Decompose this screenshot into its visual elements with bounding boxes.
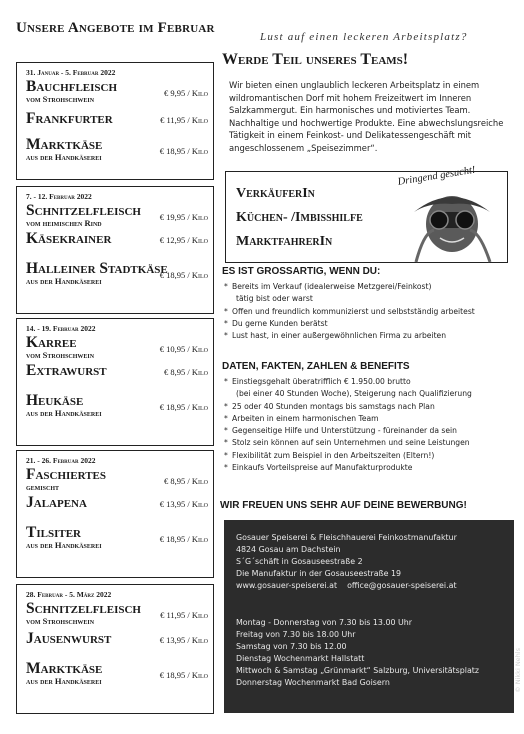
benefits-list (224, 376, 509, 474)
offer-item-origin: vom Strohschwein (26, 616, 95, 626)
hours-line: Donnerstag Wochenmarkt Bad Goisern (236, 678, 390, 687)
offer-item (26, 111, 208, 126)
offer-item-name: Karree (26, 334, 77, 351)
offer-item (26, 393, 208, 418)
offer-item (26, 137, 208, 162)
job-title: VerkäuferIn (236, 186, 315, 201)
offer-item-price: € 11,95 / Kilo (160, 115, 208, 125)
contact-panel (224, 520, 522, 713)
offers-title: Unsere Angebote im Februar (16, 20, 215, 36)
offer-item-price: € 18,95 / Kilo (159, 270, 208, 280)
list-item: * Einstiegsgehalt überatrifflich € 1.950.00 brutto (224, 376, 509, 388)
offer-week-dates: 7. - 12. Februar 2022 (26, 192, 92, 201)
offer-week-dates: 28. Februar - 5. März 2022 (26, 590, 112, 599)
offer-item-name: Schnitzelfleisch (26, 600, 141, 617)
offer-item-origin: aus der Handkäserei (26, 152, 102, 162)
offer-item-name: Jausenwurst (26, 630, 112, 647)
hours-line: Samstag von 7.30 bis 12.00 (236, 642, 347, 651)
job-title: MarktfahrerIn (236, 234, 333, 249)
benefits-heading: DATEN, FAKTEN, ZAHLEN & BENEFITS (222, 361, 410, 372)
offer-week-dates: 31. Januar - 5. Februar 2022 (26, 68, 116, 77)
offer-item (26, 525, 208, 550)
list-item: * Arbeiten in einem harmonischen Team (224, 413, 509, 425)
offer-item-price: € 12,95 / Kilo (159, 235, 208, 245)
offer-item (26, 631, 208, 646)
offer-item-name: Halleiner Stadtkäse (26, 260, 168, 277)
job-title: Küchen- /Imbisshilfe (236, 210, 363, 225)
team-intro: Wir bieten einen unglaublich leckeren Arbeitsplatz in einem wildromantischen Dorf mit hohem Freizeitwert im Inneren Salzkammergut. Ein harmonisches und motiviertes Team. Nachhaltige und hochwertige Produkte. Eine abwechslungsreiche Tätigkeit in einem Feinkost- und Delikatessengeschäft mit angeschlossenem „Speisezimmer“. (229, 80, 504, 153)
offer-item-origin: vom Strohschwein (26, 94, 95, 104)
list-item: * Bereits im Verkauf (idealerweise Metzgerei/Feinkost) (224, 281, 509, 293)
offer-item (26, 261, 208, 286)
list-item: tätig bist oder warst (236, 294, 313, 304)
list-item: (bei einer 40 Stunden Woche), Steigerung nach Qualifizierung (236, 389, 472, 399)
contact-line: Die Manufaktur in der Gosauseestraße 19 (236, 569, 401, 578)
contact-line: www.gosauer-speiserei.at office@gosauer-speiserei.at (236, 581, 457, 590)
offer-item-price: € 8,95 / Kilo (164, 476, 208, 486)
photo-credit: © Nikki Nehls (514, 648, 522, 693)
hours-line: Montag - Donnerstag von 7.30 bis 13.00 Uhr (236, 618, 413, 627)
offer-item (26, 467, 208, 492)
offer-item-origin: aus der Handkäserei (26, 676, 102, 686)
list-item: * Offen und freundlich kommunizierst und selbstständig arbeitest (224, 306, 509, 318)
offer-item-price: € 11,95 / Kilo (160, 610, 208, 620)
script-tagline: Lust auf einen leckeren Arbeitsplatz? (260, 31, 468, 43)
offer-item-origin: aus der Handkäserei (26, 540, 102, 550)
list-item: * Lust hast, in einer außergewöhnlichen Firma zu arbeiten (224, 330, 509, 342)
offer-item-price: € 18,95 / Kilo (159, 402, 208, 412)
offer-item-price: € 18,95 / Kilo (159, 146, 208, 156)
list-item: * Du gerne Kunden berätst (224, 318, 509, 330)
offer-item-price: € 18,95 / Kilo (159, 670, 208, 680)
offer-item-name: Schnitzelfleisch (26, 202, 141, 219)
hours-line: Dienstag Wochenmarkt Hallstatt (236, 654, 365, 663)
closing-line: WIR FREUEN UNS SEHR AUF DEINE BEWERBUNG! (220, 500, 467, 511)
offer-item-name: Marktkäse (26, 660, 103, 677)
job-list (236, 182, 363, 254)
offer-item-price: € 10,95 / Kilo (159, 344, 208, 354)
offer-item (26, 363, 208, 378)
opening-hours (236, 617, 479, 689)
offer-item-name: Käsekrainer (26, 230, 112, 247)
list-item: * Stolz sein können auf sein Unternehmen und seine Leistungen (224, 437, 509, 449)
contact-line: Gosauer Speiserei & Fleischhauerei Feinkostmanufaktur (236, 533, 457, 542)
hours-line: Freitag von 7.30 bis 18.00 Uhr (236, 630, 356, 639)
offer-item-name: Faschiertes (26, 466, 106, 483)
offer-item-origin: vom heimischen Rind (26, 218, 102, 228)
offer-week-block (16, 186, 214, 314)
offer-item-price: € 9,95 / Kilo (164, 88, 208, 98)
offer-item-name: Jalapena (26, 494, 87, 511)
offer-item-name: Tilsiter (26, 524, 81, 541)
offer-week-block (16, 584, 214, 714)
hours-line: Mittwoch & Samstag „Grünmarkt“ Salzburg, Universitätsplatz (236, 666, 480, 675)
offer-item-price: € 18,95 / Kilo (159, 534, 208, 544)
contact-line: 4824 Gosau am Dachstein (236, 545, 341, 554)
requirements-list (224, 281, 509, 342)
offer-item-origin: vom Strohschwein (26, 350, 95, 360)
job-box (225, 164, 508, 263)
offer-item-price: € 13,95 / Kilo (159, 635, 208, 645)
team-title: Werde Teil unseres Teams! (222, 51, 409, 68)
offer-item (26, 495, 208, 510)
offer-item (26, 661, 208, 686)
offer-week-block (16, 318, 214, 446)
contact-line: S´G´schäft in Gosauseestraße 2 (236, 557, 363, 566)
offer-item-name: Bauchfleisch (26, 78, 118, 95)
offer-item-price: € 19,95 / Kilo (159, 212, 208, 222)
list-item: * Gegenseitige Hilfe und Unterstützung - füreinander da sein (224, 425, 509, 437)
offer-item-name: Frankfurter (26, 110, 113, 127)
offer-item-price: € 13,95 / Kilo (159, 499, 208, 509)
offer-item (26, 601, 208, 626)
offer-item (26, 231, 208, 246)
contact-address (236, 532, 457, 592)
offer-item (26, 203, 208, 228)
offer-item-price: € 8,95 / Kilo (164, 367, 208, 377)
offer-week-dates: 14. - 19. Februar 2022 (26, 324, 96, 333)
requirements-heading: ES IST GROSSARTIG, WENN DU: (222, 266, 381, 277)
offer-week-block (16, 450, 214, 578)
offer-week-block (16, 62, 214, 180)
list-item: * Einkaufs Vorteilspreise auf Manufakturprodukte (224, 462, 509, 474)
offer-week-dates: 21. - 26. Februar 2022 (26, 456, 96, 465)
offer-item-name: Extrawurst (26, 362, 107, 379)
offer-item (26, 79, 208, 104)
offer-item-origin: aus der Handkäserei (26, 408, 102, 418)
offer-item-origin: aus der Handkäserei (26, 276, 102, 286)
offer-item-origin: gemischt (26, 482, 60, 492)
offer-item-name: Marktkäse (26, 136, 103, 153)
offer-item-name: Heukäse (26, 392, 84, 409)
urgent-tag: Dringend gesucht! (397, 164, 477, 188)
offer-item (26, 335, 208, 360)
list-item: * 25 oder 40 Stunden montags bis samstags nach Plan (224, 401, 509, 413)
list-item: * Flexibilität zum Beispiel in den Arbeitszeiten (Eltern!) (224, 450, 509, 462)
